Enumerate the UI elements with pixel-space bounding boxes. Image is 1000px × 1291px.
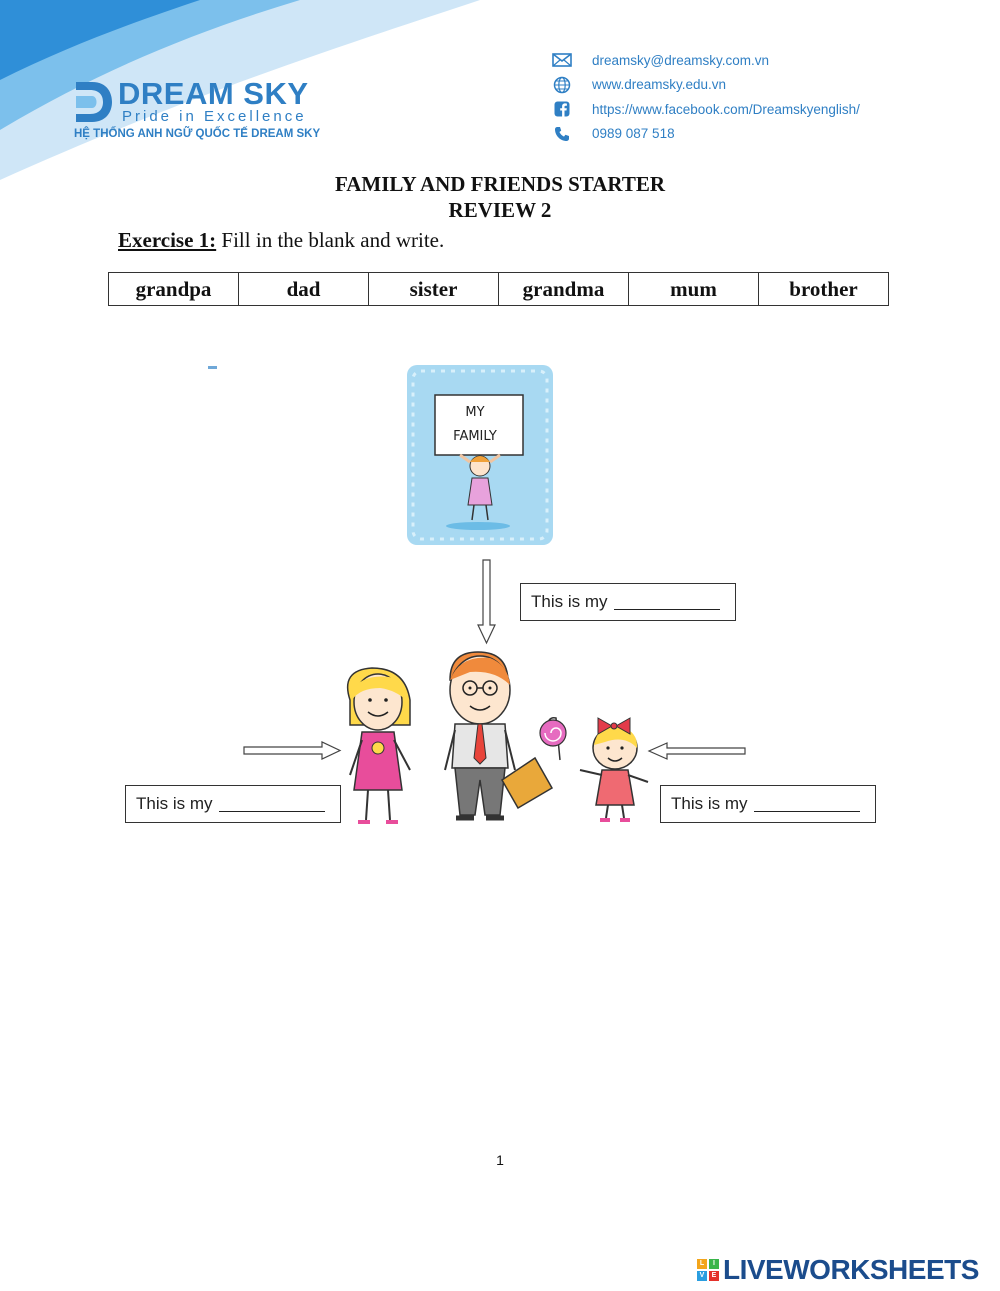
my-family-book-cover [407, 365, 553, 545]
answer-box-mum [125, 785, 341, 823]
contact-facebook-text[interactable]: https://www.facebook.com/Dreamskyenglish/ [592, 101, 860, 117]
sister-figure [540, 718, 648, 820]
liveworksheets-logo [697, 1255, 979, 1285]
brand-name: DREAM SKY [118, 76, 309, 111]
liveworksheets-logo-icon: L I V E [697, 1259, 719, 1281]
word-bank-item[interactable]: brother [759, 273, 889, 306]
worksheet-title: FAMILY AND FRIENDS STARTER [334, 172, 666, 196]
right-arrow-icon [244, 742, 340, 759]
left-arrow-icon [649, 743, 745, 759]
word-bank-item[interactable]: sister [369, 273, 499, 306]
contact-email-text[interactable]: dreamsky@dreamsky.com.vn [592, 52, 769, 68]
word-bank-item[interactable]: grandma [499, 273, 629, 306]
word-bank-item[interactable]: dad [239, 273, 369, 306]
answer-blank-mum[interactable] [219, 796, 325, 812]
answer-blank-dad[interactable] [614, 594, 720, 610]
book-text-line2: FAMILY [453, 429, 497, 444]
liveworksheets-wordmark: LIVEWORKSHEETS [723, 1254, 979, 1285]
answer-prefix: This is my [136, 794, 213, 813]
answer-box-sister [660, 785, 876, 823]
book-text-line1: MY [465, 405, 485, 420]
dad-figure [445, 652, 552, 818]
brand-tagline: Pride in Excellence [122, 108, 307, 125]
answer-blank-sister[interactable] [754, 796, 860, 812]
page-number: 1 [496, 1152, 504, 1168]
down-arrow-icon [478, 560, 495, 643]
exercise-instruction: Fill in the blank and write. [216, 228, 445, 252]
contact-website-text[interactable]: www.dreamsky.edu.vn [592, 77, 727, 93]
word-bank-item[interactable]: grandpa [109, 273, 239, 306]
answer-prefix: This is my [671, 794, 748, 813]
answer-box-dad [520, 583, 736, 621]
worksheet-subtitle: REVIEW 2 [448, 198, 552, 222]
exercise-label: Exercise 1: [118, 228, 217, 252]
brand-system-name: HỆ THỐNG ANH NGỮ QUỐC TẾ DREAM SKY [74, 128, 321, 140]
mum-figure [348, 668, 410, 822]
answer-prefix: This is my [531, 592, 608, 611]
word-bank-item[interactable]: mum [629, 273, 759, 306]
contact-phone-text[interactable]: 0989 087 518 [592, 126, 675, 142]
